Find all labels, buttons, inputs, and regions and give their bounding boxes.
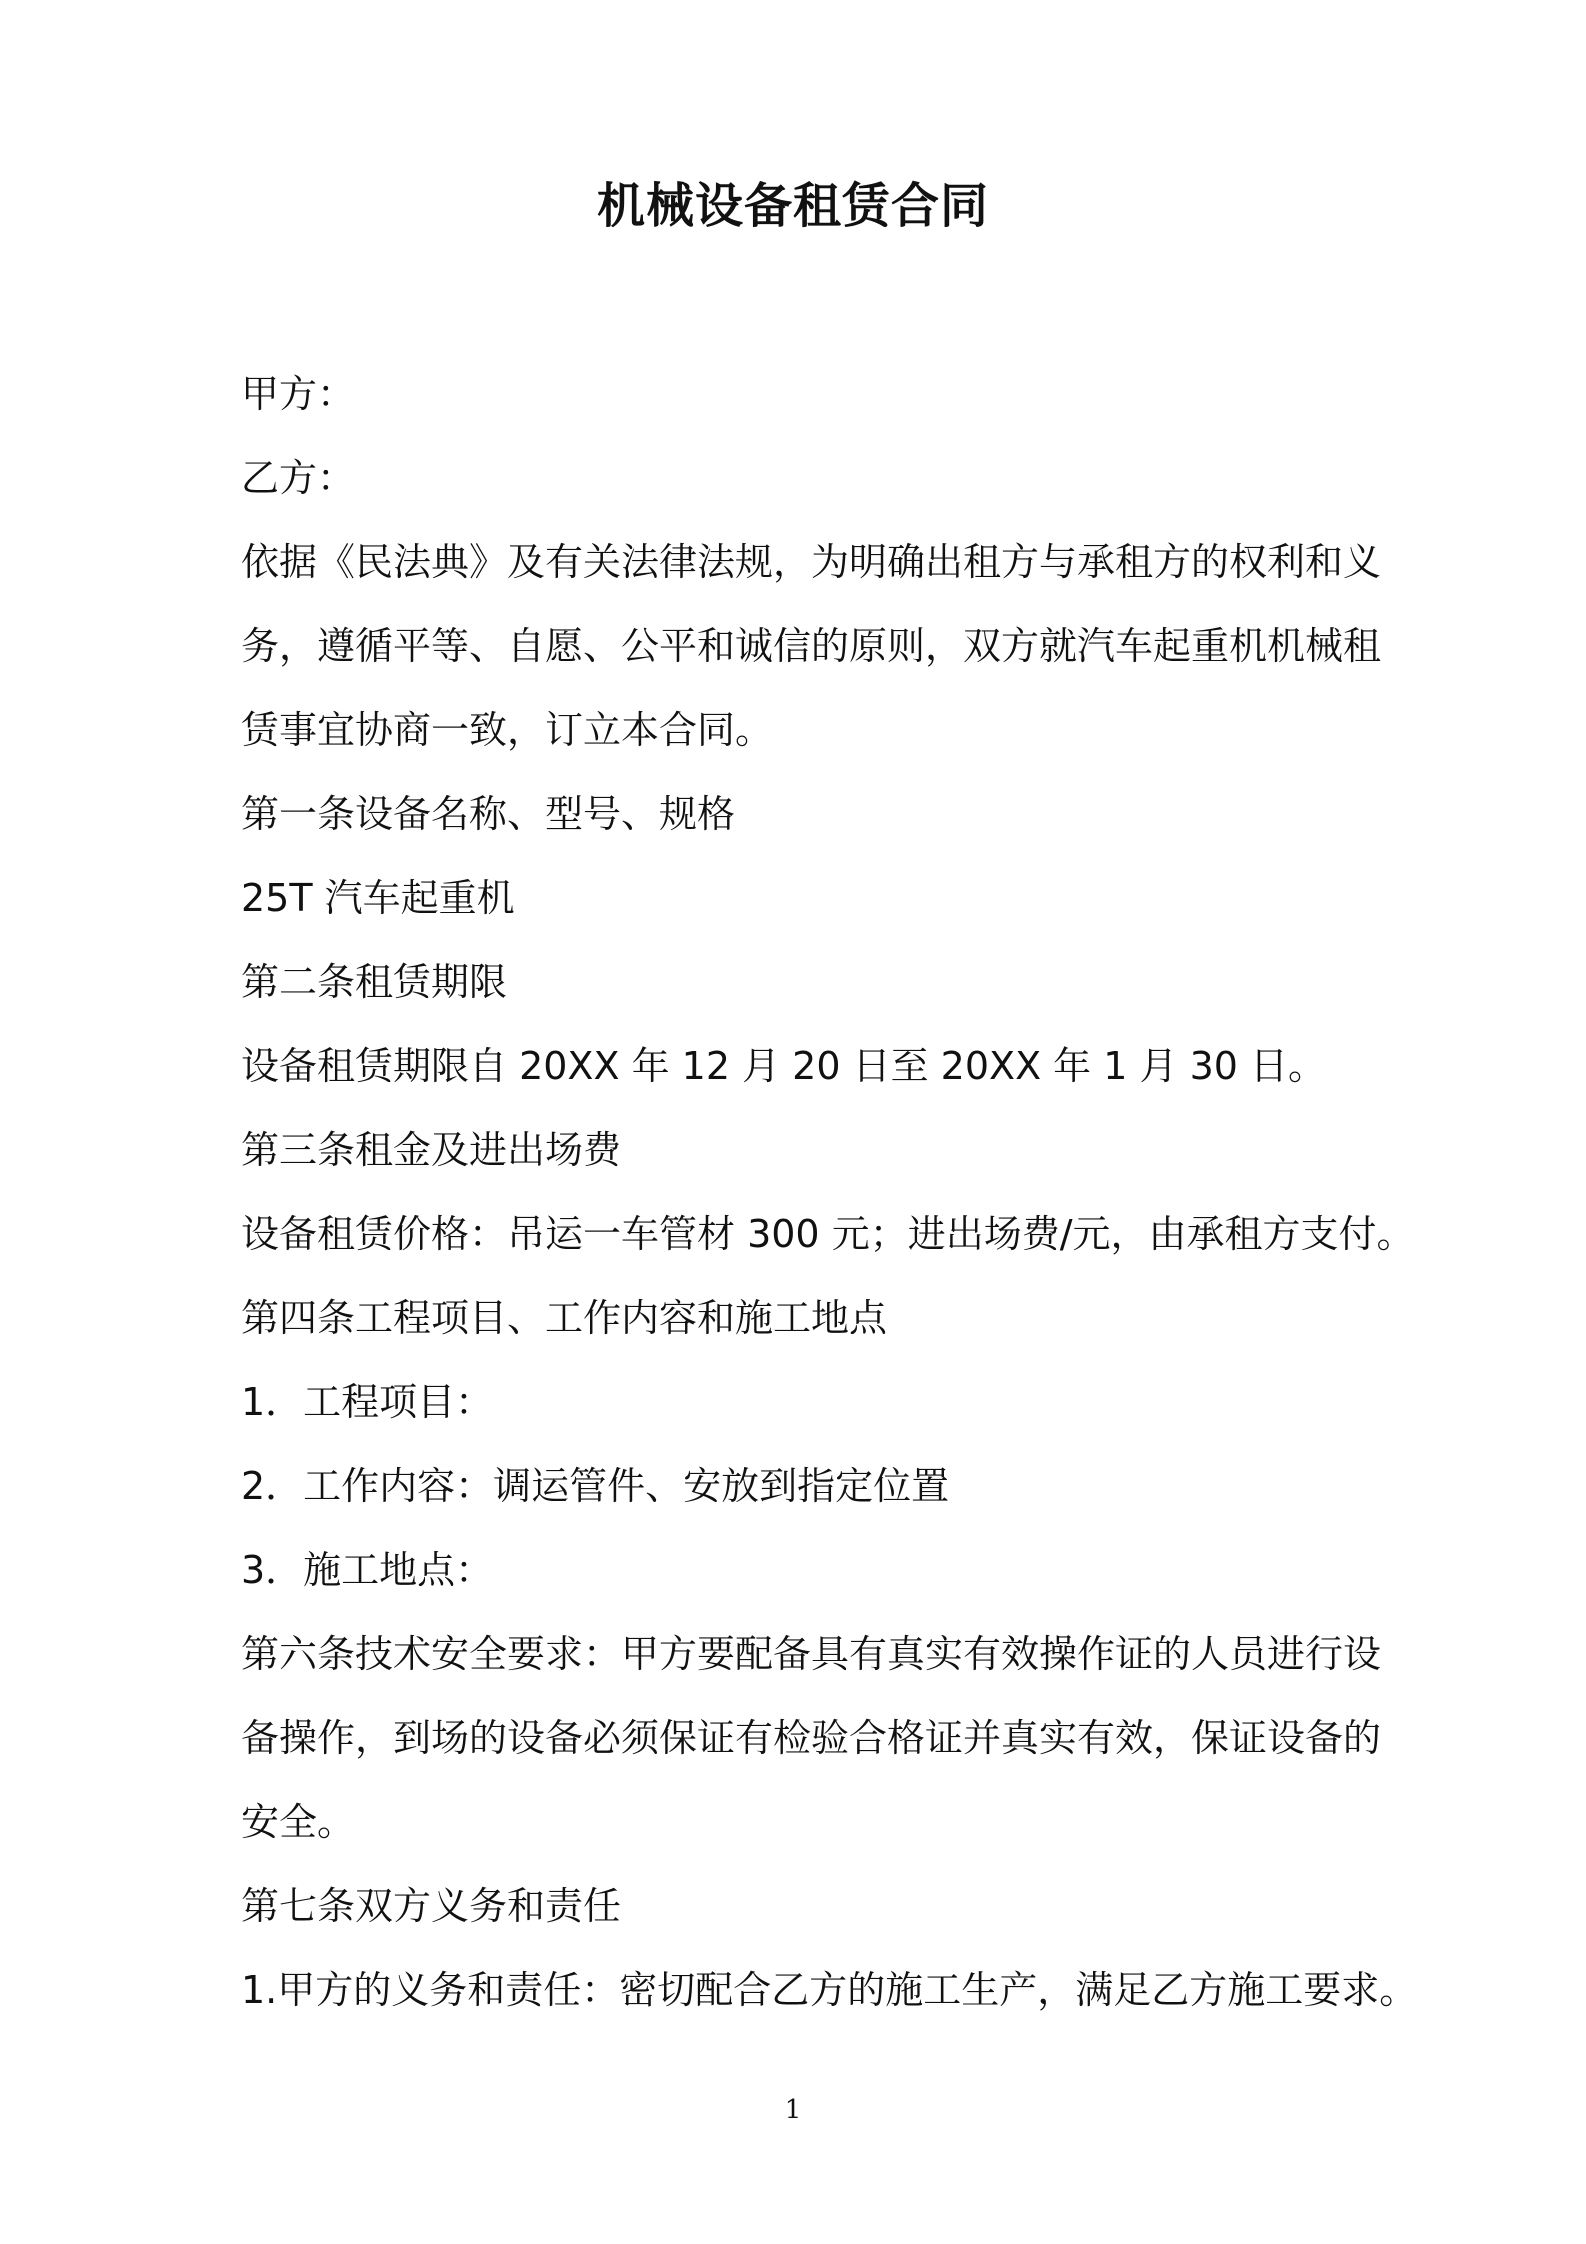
article-3-heading: 第三条租金及进出场费 <box>241 1128 622 1172</box>
article-7-item-1: 1.甲方的义务和责任：密切配合乙方的施工生产，满足乙方施工要求。 <box>241 1968 1418 2012</box>
document-title: 机械设备租赁合同 <box>596 178 989 234</box>
article-6-line-2: 备操作，到场的设备必须保证有检验合格证并真实有效，保证设备的 <box>241 1716 1382 1760</box>
party-a-line: 甲方： <box>241 372 356 416</box>
preamble-line-3: 赁事宜协商一致，订立本合同。 <box>241 708 774 752</box>
article-1-text: 25T 汽车起重机 <box>241 876 515 920</box>
article-4-heading: 第四条工程项目、工作内容和施工地点 <box>241 1296 888 1340</box>
article-7-heading: 第七条双方义务和责任 <box>241 1884 622 1928</box>
contract-body <box>241 352 1418 2032</box>
preamble-line-2: 务，遵循平等、自愿、公平和诚信的原则，双方就汽车起重机机械租 <box>241 624 1382 668</box>
article-6-line-1: 第六条技术安全要求：甲方要配备具有真实有效操作证的人员进行设 <box>241 1632 1382 1676</box>
article-1-heading: 第一条设备名称、型号、规格 <box>241 792 736 836</box>
page-number: 1 <box>784 2095 802 2125</box>
article-4-item-1: 1．工程项目： <box>241 1380 494 1424</box>
article-2-text: 设备租赁期限自 20XX 年 12 月 20 日至 20XX 年 1 月 30 日。 <box>241 1044 1327 1088</box>
article-4-item-3: 3．施工地点： <box>241 1548 494 1592</box>
preamble-line-1: 依据《民法典》及有关法律法规，为明确出租方与承租方的权利和义 <box>241 540 1382 584</box>
article-3-text: 设备租赁价格：吊运一车管材 300 元；进出场费/元，由承租方支付。 <box>241 1212 1415 1256</box>
party-b-line: 乙方： <box>241 456 356 500</box>
article-2-heading: 第二条租赁期限 <box>241 960 508 1004</box>
article-4-item-2: 2．工作内容：调运管件、安放到指定位置 <box>241 1464 950 1508</box>
article-6-line-3: 安全。 <box>241 1800 356 1844</box>
